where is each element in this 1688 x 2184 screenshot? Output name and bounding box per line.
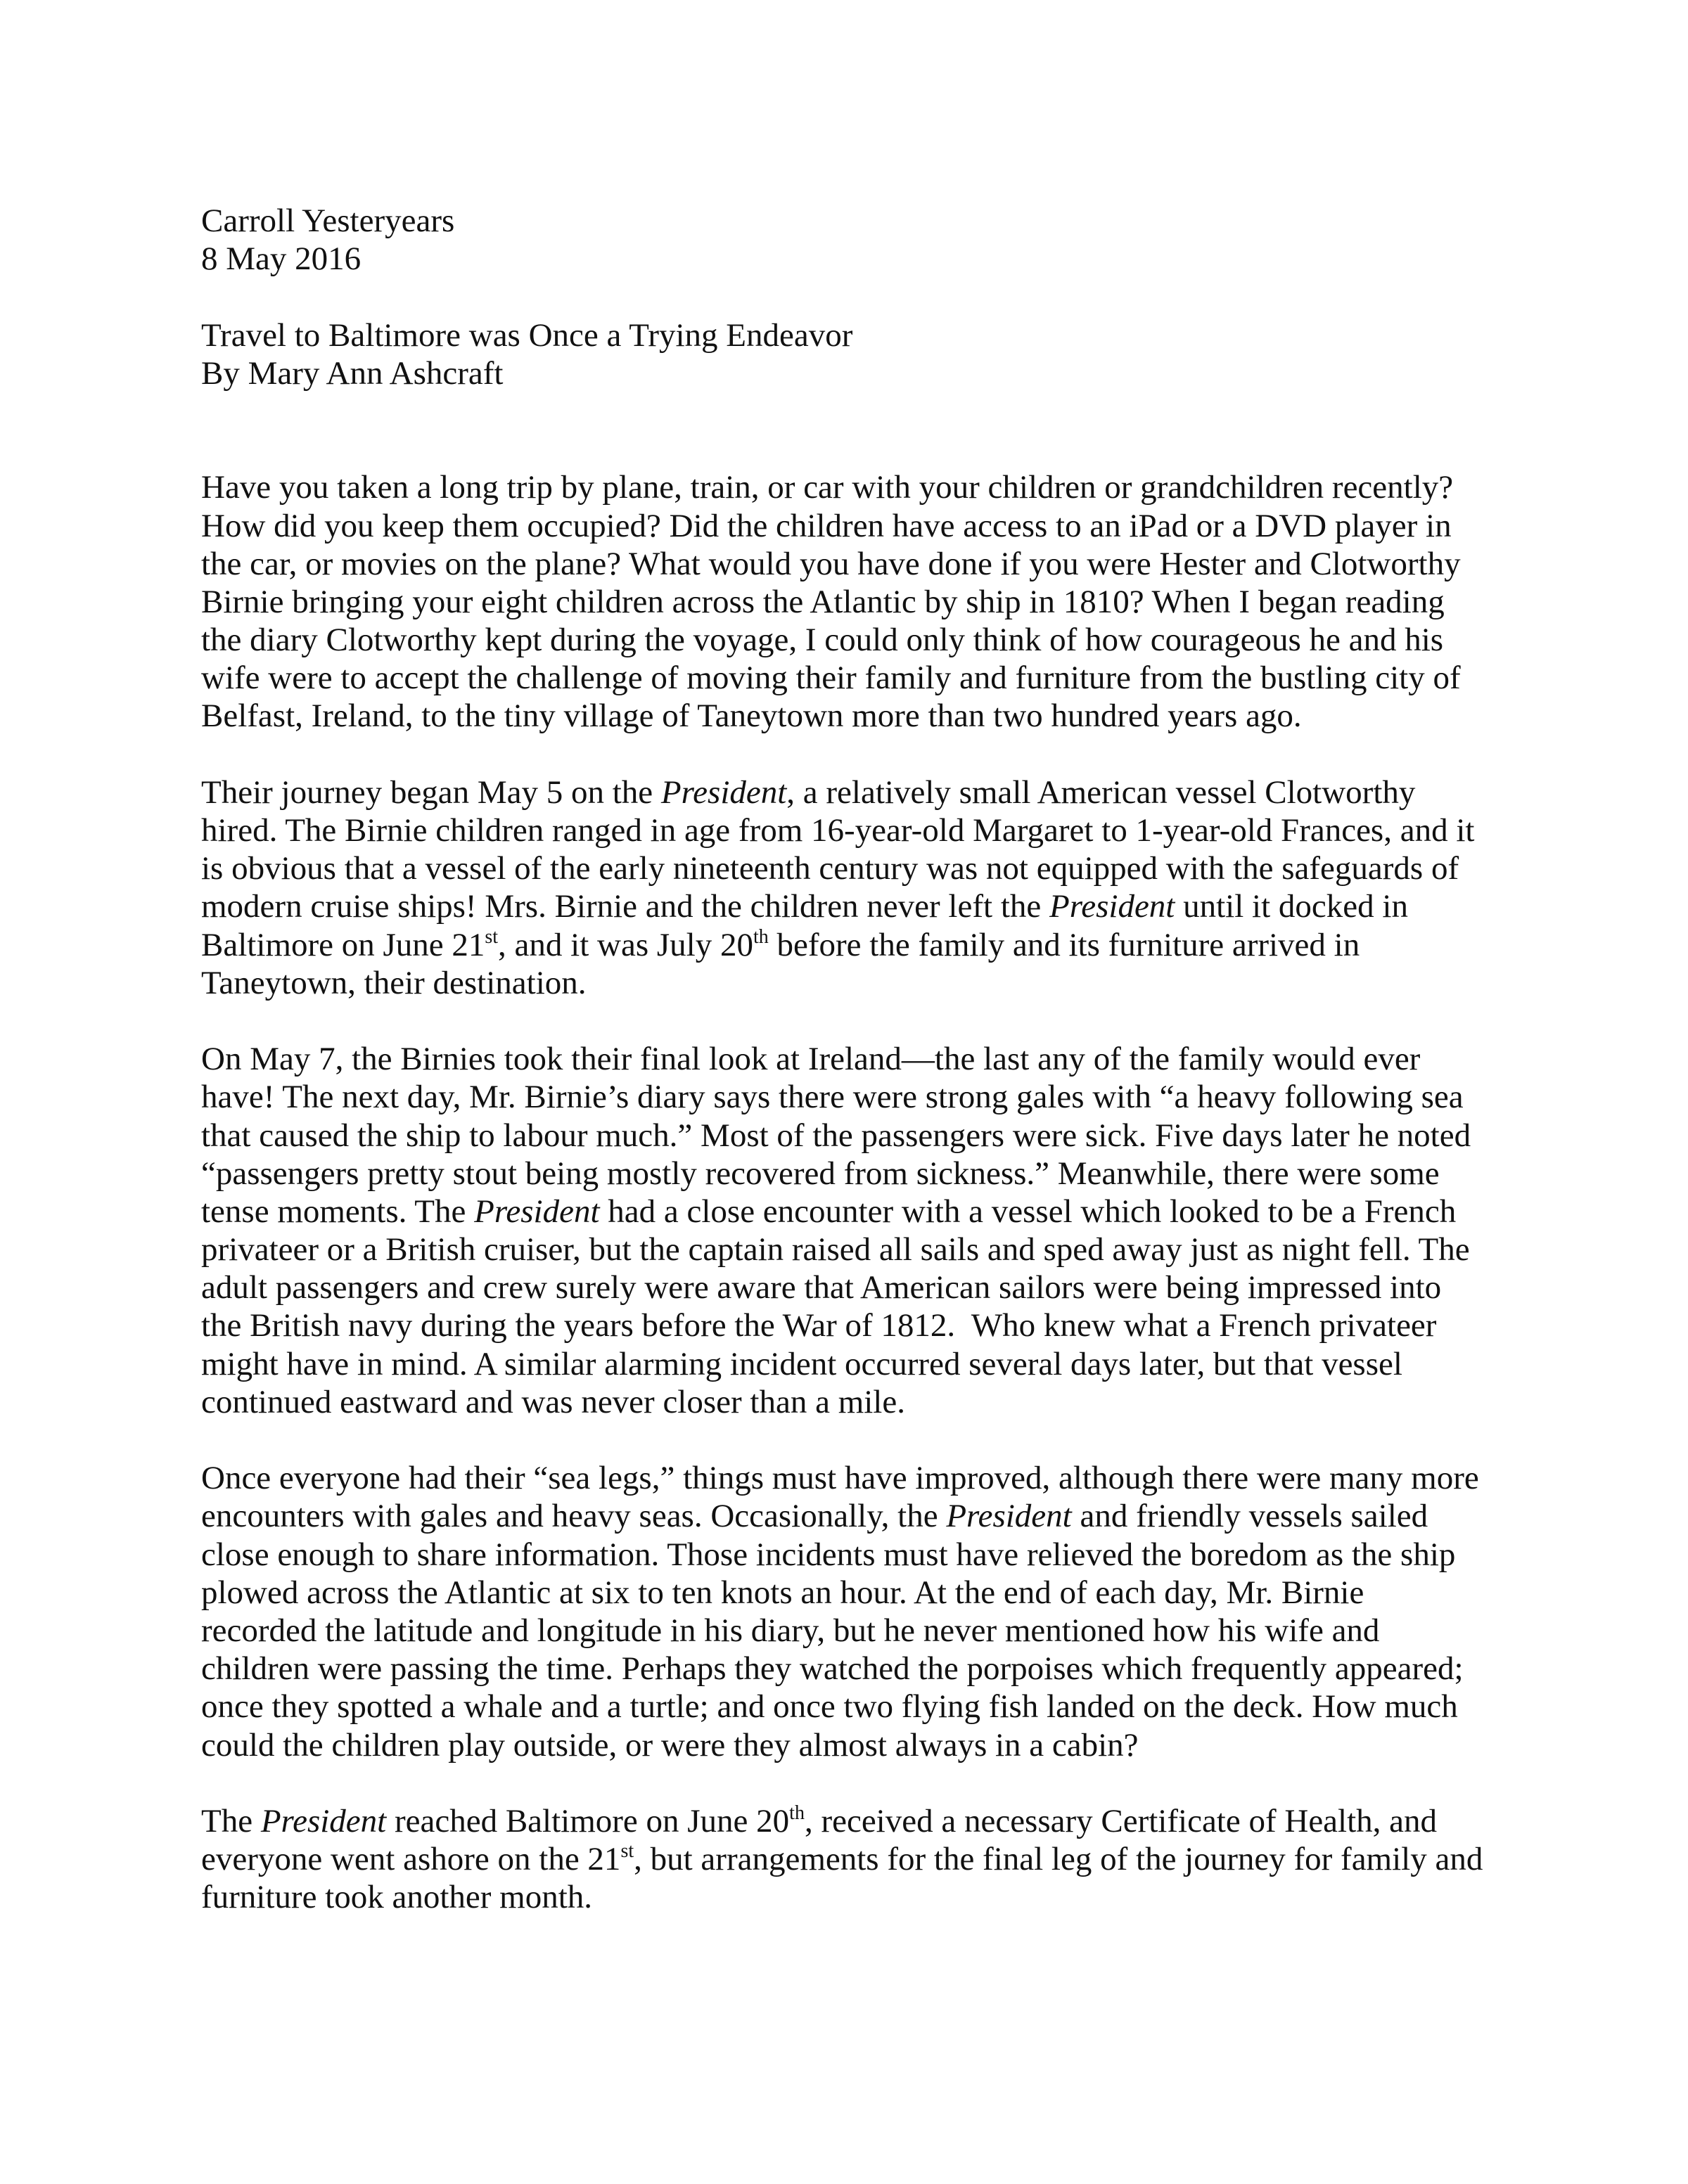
text-line	[201, 1650, 1483, 1688]
text-run: children were passing the time. Perhaps they watched the porpoises which frequently appeared;	[201, 1650, 1464, 1688]
text-run: Belfast, Ireland, to the tiny village of Taneytown more than two hundred years ago.	[201, 698, 1302, 735]
text-run: “passengers pretty stout being mostly recovered from sickness.” Meanwhile, there were some	[201, 1155, 1440, 1192]
paragraph	[201, 1802, 1483, 1917]
text-run: Taneytown, their destination.	[201, 964, 587, 1001]
italic-ship-name: President	[260, 1802, 387, 1839]
text-run: the diary Clotworthy kept during the voyage, I could only think of how courageous he and his	[201, 622, 1444, 659]
text-run: is obvious that a vessel of the early nineteenth century was not equipped with the safeguards of	[201, 850, 1459, 887]
text-line	[201, 1612, 1483, 1650]
text-run: Once everyone had their “sea legs,” things must have improved, although there were many more	[201, 1460, 1479, 1497]
text-run: reached Baltimore on June 20	[386, 1802, 790, 1839]
text-line	[201, 1383, 1483, 1421]
text-run: recorded the latitude and longitude in his diary, but he never mentioned how his wife and	[201, 1612, 1380, 1649]
italic-ship-name: President	[474, 1193, 600, 1230]
text-line	[201, 1574, 1483, 1612]
text-run: wife were to accept the challenge of moving their family and furniture from the bustling city of	[201, 660, 1461, 697]
text-line	[201, 1231, 1483, 1268]
text-run: had a close encounter with a vessel which looked to be a French	[599, 1193, 1457, 1230]
text-line	[201, 1878, 1483, 1916]
text-run: adult passengers and crew surely were aware that American sailors were being impressed into	[201, 1269, 1442, 1306]
text-line	[201, 1459, 1483, 1497]
text-run: , but arrangements for the final leg of the journey for family and	[634, 1841, 1483, 1878]
article-body	[201, 468, 1483, 1916]
text-line	[201, 1726, 1483, 1764]
text-run: tense moments. The	[201, 1193, 475, 1230]
italic-ship-name: President	[1049, 888, 1175, 925]
italic-ship-name: President	[946, 1498, 1072, 1535]
text-line	[201, 1306, 1483, 1344]
column-name: Carroll Yesteryears	[201, 203, 455, 239]
text-line	[201, 659, 1483, 697]
text-run: On May 7, the Birnies took their final look at Ireland—the last any of the family would ever	[201, 1041, 1421, 1078]
text-run: furniture took another month.	[201, 1879, 593, 1916]
document-page	[201, 202, 1483, 1955]
text-run: could the children play outside, or were they almost always in a cabin?	[201, 1726, 1139, 1764]
text-run: close enough to share information. Those incidents must have relieved the boredom as the ship	[201, 1536, 1456, 1573]
text-line	[201, 1155, 1483, 1193]
text-run: Their journey began May 5 on the	[201, 773, 661, 811]
text-line	[201, 1840, 1483, 1878]
article-byline: By Mary Ann Ashcraft	[201, 354, 504, 392]
text-run: until it docked in	[1175, 888, 1408, 925]
text-run: plowed across the Atlantic at six to ten knots an hour. At the end of each day, Mr. Birnie	[201, 1574, 1364, 1611]
text-line	[201, 849, 1483, 887]
text-run: Baltimore on June 21	[201, 926, 485, 963]
text-line	[201, 1345, 1483, 1383]
text-run: once they spotted a whale and a turtle; and once two flying fish landed on the deck. How much	[201, 1688, 1458, 1726]
text-line	[201, 468, 1483, 506]
text-run: , received a necessary Certificate of Health, and	[804, 1802, 1438, 1839]
text-line	[201, 1040, 1483, 1078]
ordinal-suffix: th	[789, 1801, 805, 1824]
text-run: and friendly vessels sailed	[1071, 1498, 1428, 1535]
text-run: before the family and its furniture arrived in	[768, 926, 1360, 963]
text-line	[201, 583, 1483, 621]
text-run: continued eastward and was never closer than a mile.	[201, 1383, 905, 1420]
text-line	[201, 697, 1483, 735]
text-run: Birnie bringing your eight children across the Atlantic by ship in 1810? When I began reading	[201, 583, 1445, 620]
text-line	[201, 811, 1483, 849]
text-run: might have in mind. A similar alarming incident occurred several days later, but that vessel	[201, 1345, 1402, 1382]
ordinal-suffix: st	[485, 925, 499, 948]
text-line	[201, 926, 1483, 964]
text-run: have! The next day, Mr. Birnie’s diary says there were strong gales with “a heavy following sea	[201, 1079, 1464, 1116]
text-run: privateer or a British cruiser, but the captain raised all sails and sped away just as night fell. The	[201, 1231, 1470, 1268]
text-run: the British navy during the years before the War of 1812. Who knew what a French privateer	[201, 1307, 1437, 1344]
text-line	[201, 1117, 1483, 1155]
paragraph	[201, 1040, 1483, 1421]
text-line	[201, 1193, 1483, 1231]
italic-ship-name: President	[660, 773, 787, 811]
text-run: modern cruise ships! Mrs. Birnie and the children never left the	[201, 888, 1049, 925]
text-run: everyone went ashore on the 21	[201, 1841, 621, 1878]
paragraph	[201, 468, 1483, 735]
text-line	[201, 773, 1483, 811]
text-line	[201, 545, 1483, 583]
text-line	[201, 887, 1483, 925]
text-line	[201, 1497, 1483, 1535]
text-run: hired. The Birnie children ranged in age from 16-year-old Margaret to 1-year-old Frances, and it	[201, 812, 1475, 849]
text-line	[201, 507, 1483, 545]
article-title: Travel to Baltimore was Once a Trying Endeavor	[201, 316, 853, 354]
ordinal-suffix: th	[753, 925, 769, 948]
text-run: that caused the ship to labour much.” Most of the passengers were sick. Five days later he noted	[201, 1117, 1471, 1154]
text-line	[201, 1078, 1483, 1116]
article-date: 8 May 2016	[201, 240, 362, 278]
paragraph	[201, 1459, 1483, 1764]
text-line	[201, 1802, 1483, 1840]
text-run: , and it was July 20	[498, 926, 753, 963]
text-run: Have you taken a long trip by plane, train, or car with your children or grandchildren recently?	[201, 469, 1454, 506]
text-line	[201, 1536, 1483, 1574]
text-run: the car, or movies on the plane? What would you have done if you were Hester and Clotworthy	[201, 545, 1461, 582]
text-line	[201, 964, 1483, 1002]
paragraph	[201, 773, 1483, 1002]
text-run: encounters with gales and heavy seas. Occasionally, the	[201, 1498, 947, 1535]
ordinal-suffix: st	[620, 1840, 634, 1863]
text-run: How did you keep them occupied? Did the children have access to an iPad or a DVD player in	[201, 507, 1452, 544]
text-run: The	[201, 1802, 261, 1839]
text-line	[201, 1688, 1483, 1726]
text-line	[201, 621, 1483, 659]
text-run: , a relatively small American vessel Clotworthy	[786, 773, 1416, 811]
text-line	[201, 1268, 1483, 1306]
